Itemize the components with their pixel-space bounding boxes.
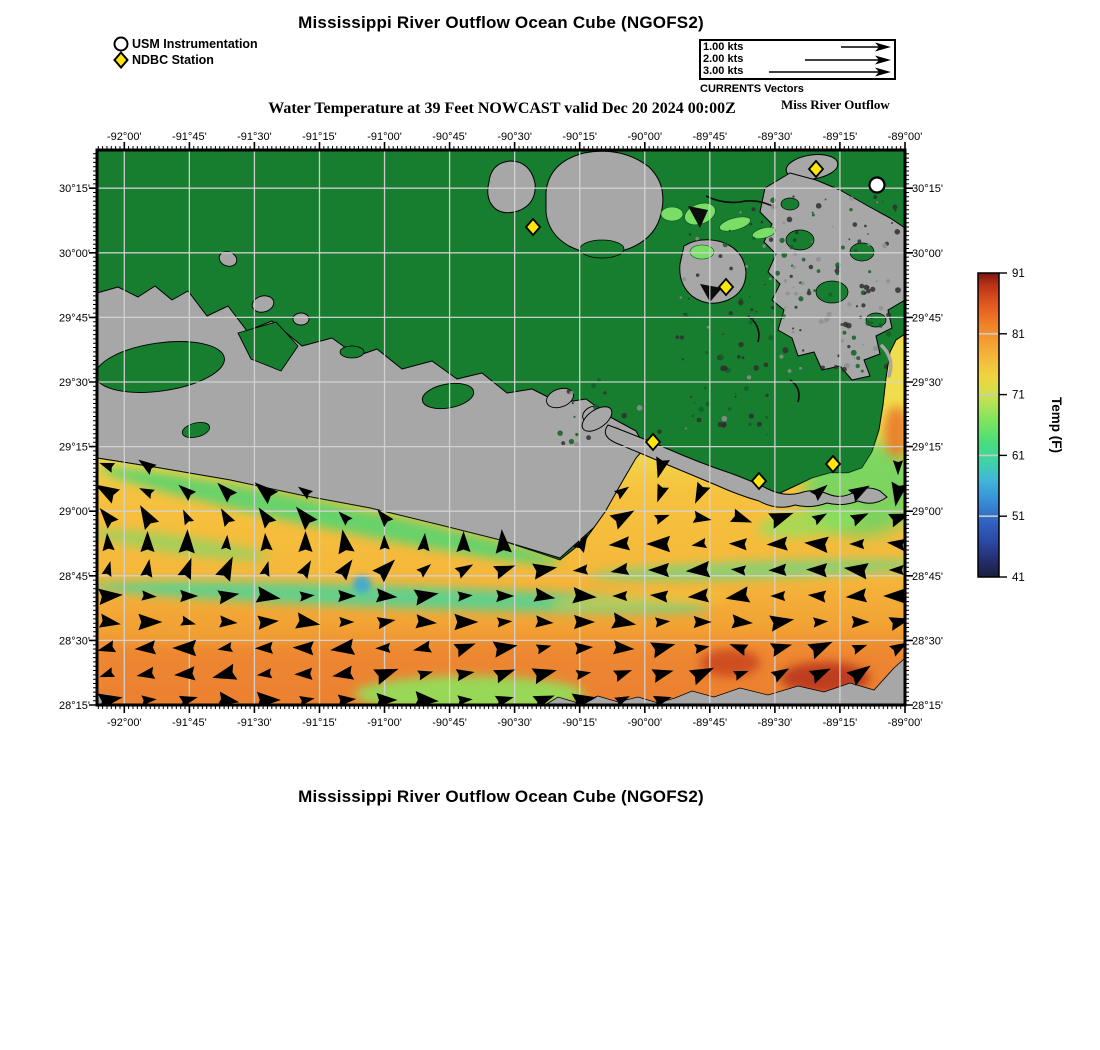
north-island-notch [580,240,624,258]
currents-caption: CURRENTS Vectors [700,83,804,95]
lon-label-bottom: -91°15' [302,717,337,729]
legend-row-ndbc [112,52,258,68]
vector-scale-arrow [753,41,891,53]
lon-label-top: -89°00' [887,131,923,143]
lon-label-top: -89°30' [757,131,793,143]
lon-label-top: -90°45' [432,131,467,143]
colorbar-tick-label: 61 [1012,450,1025,463]
lon-label-bottom: -91°30' [237,717,272,729]
vector-scale-row [703,41,892,53]
lat-label-right: 29°45' [912,312,943,325]
colorbar-tick-label: 51 [1012,511,1025,524]
usm-station-marker [870,178,885,193]
station-legend [112,36,258,68]
colorbar-tick-label: 81 [1012,328,1025,341]
lon-label-bottom: -91°45' [172,717,207,729]
legend-row-usm [112,36,258,52]
footer-title: Mississippi River Outflow Ocean Cube (NGOFS2) [298,787,704,806]
currents-scale-box [699,39,896,80]
colorbar-tick-label: 91 [1012,268,1025,280]
lat-label-left: 30°15' [59,183,90,196]
vector-scale-arrow [753,66,891,78]
lon-label-bottom: -89°15' [822,717,858,729]
lat-label-left: 29°30' [59,377,90,389]
lat-label-right: 30°15' [912,183,943,196]
lon-label-bottom: -91°00' [367,717,402,729]
lat-label-right: 29°30' [912,377,943,389]
colorbar [978,273,999,577]
lon-label-bottom: -90°00' [627,717,663,729]
lon-label-bottom: -89°45' [692,717,728,729]
colorbar-tick-label: 71 [1012,389,1025,402]
lon-label-bottom: -89°00' [887,717,923,729]
lat-label-left: 28°30' [59,635,90,648]
plot-subtitle: Water Temperature at 39 Feet NOWCAST valid Dec 20 2024 00:00Z [268,100,736,117]
lat-label-left: 28°15' [59,700,90,712]
lon-label-top: -91°00' [367,131,402,143]
lon-label-top: -89°15' [822,131,858,143]
lon-label-bottom: -90°15' [562,717,598,729]
lat-label-left: 28°45' [59,570,90,583]
lon-label-top: -91°45' [172,131,207,143]
lon-label-bottom: -90°30' [497,717,532,729]
island [293,313,309,325]
region-label: Miss River Outflow [781,97,890,112]
ndbc-diamond-icon [112,51,130,69]
lat-label-right: 28°30' [912,635,943,648]
lat-label-right: 29°15' [912,441,943,454]
lat-label-right: 30°00' [912,247,943,260]
lon-label-bottom: -89°30' [757,717,793,729]
lon-label-top: -90°30' [497,131,532,143]
lon-label-top: -91°15' [302,131,337,143]
colorbar-tick-label: 41 [1012,572,1025,584]
vector-scale-row [703,66,892,78]
legend-ndbc-label: NDBC Station [132,53,214,67]
marsh-hole [816,281,848,303]
map-area [80,150,930,712]
coastal-pond-2 [340,346,364,358]
page-title: Mississippi River Outflow Ocean Cube (NGOFS2) [298,13,704,32]
marsh-hole [781,198,799,210]
vector-speed-label: 2.00 kts [703,53,744,65]
lon-label-bottom: -92°00' [106,717,142,729]
vector-speed-label: 1.00 kts [703,40,744,53]
lat-label-left: 29°45' [59,312,90,325]
lat-label-right: 28°45' [912,570,943,583]
lon-label-top: -90°15' [562,131,598,143]
lat-label-right: 29°00' [912,506,943,519]
marsh-hole [850,243,874,261]
lat-label-left: 29°15' [59,441,90,454]
lon-label-top: -90°00' [627,131,663,143]
lon-label-top: -89°45' [692,131,728,143]
lat-label-left: 30°00' [59,247,90,260]
lat-label-right: 28°15' [912,700,943,712]
lon-label-bottom: -90°45' [432,717,467,729]
lon-label-top: -91°30' [237,131,272,143]
vector-scale-arrow [753,54,891,66]
colorbar-title: Temp (F) [1049,397,1064,453]
lat-label-left: 29°00' [59,506,90,519]
legend-usm-label: USM Instrumentation [132,37,258,51]
lon-label-top: -92°00' [106,131,142,143]
vector-speed-label: 3.00 kts [703,65,744,78]
north-island-small [488,161,535,213]
lagoon-patch [661,207,683,221]
vector-scale-row [703,54,892,66]
